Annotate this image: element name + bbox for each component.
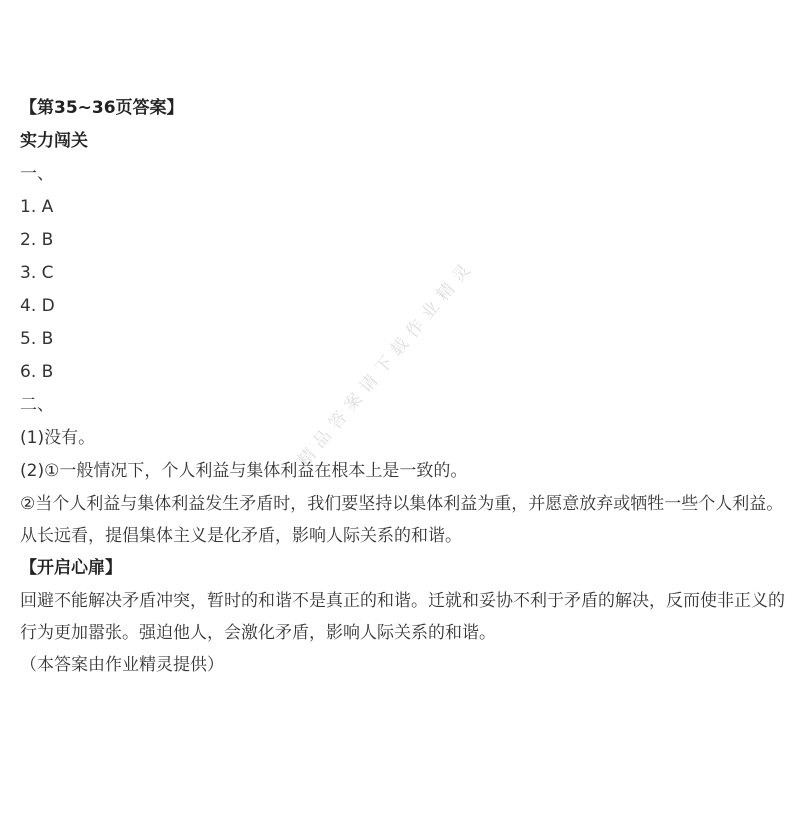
- answer-2: 2. B: [20, 230, 54, 250]
- answer-5: 5. B: [20, 329, 54, 349]
- page-header: 【第35~36页答案】: [20, 98, 184, 118]
- section-title-shili: 实力闯关: [20, 131, 88, 151]
- answer-6: 6. B: [20, 362, 54, 382]
- answer-3: 3. C: [20, 263, 54, 283]
- answer-document: [20, 92, 790, 682]
- answer-q2-part2: ②当个人利益与集体利益发生矛盾时，我们要坚持以集体利益为重，并愿意放弃或牺牲一些个人利益。从长远看，提倡集体主义是化矛盾，影响人际关系的和谐。: [20, 494, 784, 546]
- watermark: 精品答案请下载作业精灵: [294, 255, 480, 471]
- kaiqi-paragraph: 回避不能解决矛盾冲突，暂时的和谐不是真正的和谐。迁就和妥协不利于矛盾的解决，反而使非正义的行为更加嚣张。强迫他人，会激化矛盾，影响人际关系的和谐。: [20, 591, 785, 643]
- answer-4: 4. D: [20, 296, 55, 316]
- answer-q2-part1: (2)①一般情况下，个人利益与集体利益在根本上是一致的。: [20, 461, 468, 481]
- part-one-label: 一、: [20, 164, 54, 184]
- footer-note: （本答案由作业精灵提供）: [20, 655, 224, 675]
- part-two-label: 二、: [20, 395, 54, 415]
- answer-q1: (1)没有。: [20, 428, 96, 448]
- section-title-kaiqi: 【开启心扉】: [20, 558, 122, 578]
- answer-1: 1. A: [20, 197, 54, 217]
